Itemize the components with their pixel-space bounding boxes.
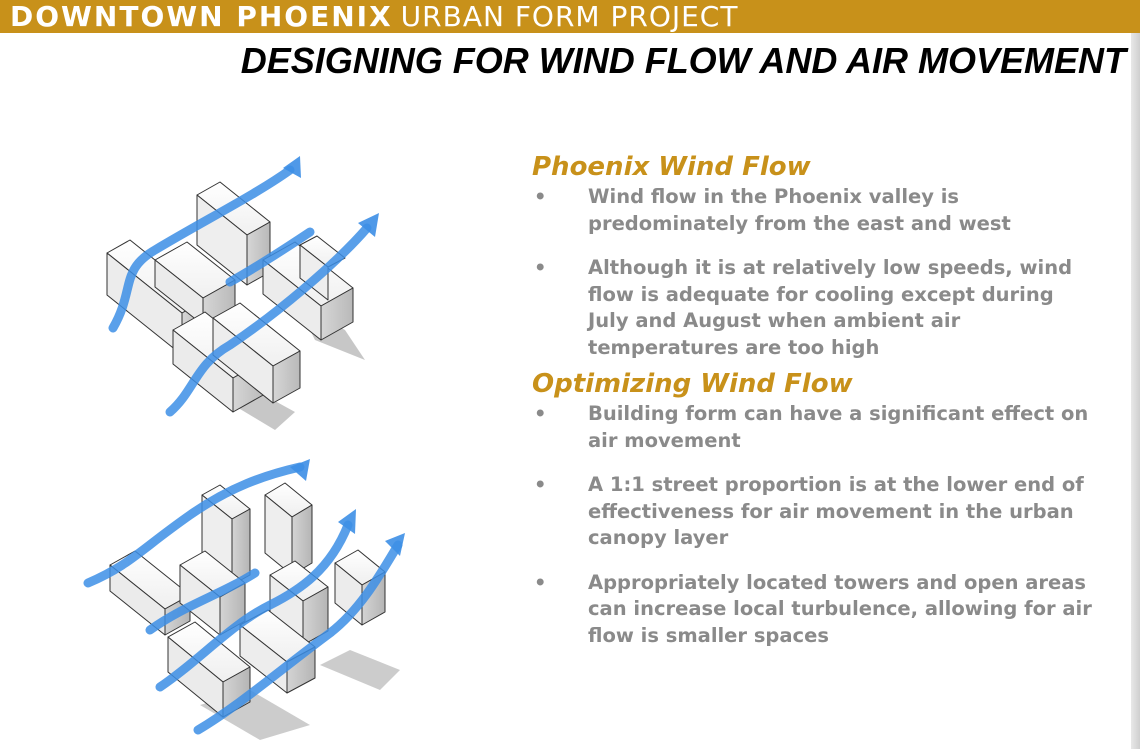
banner-title-bold: DOWNTOWN PHOENIX — [10, 0, 393, 33]
bullet-list-optimizing-wind-flow — [532, 401, 1092, 649]
content-column — [532, 150, 1092, 667]
bullet-item: • Building form can have a significant effect on air movement — [532, 401, 1092, 454]
bullet-item: • A 1:1 street proportion is at the lower end of effectiveness for air movement in the urban canopy layer — [532, 472, 1092, 552]
bullet-item: • Although it is at relatively low speeds, wind flow is adequate for cooling except during July and August when ambient air temperatures are too high — [532, 255, 1092, 361]
header-banner — [0, 0, 1140, 33]
page-title: DESIGNING FOR WIND FLOW AND AIR MOVEMENT — [240, 40, 1126, 81]
right-edge-rule — [1131, 33, 1140, 749]
bullet-item: • Appropriately located towers and open areas can increase local turbulence, allowing for air flow is smaller spaces — [532, 570, 1092, 650]
banner-title-light: URBAN FORM PROJECT — [400, 0, 739, 33]
section-heading-optimizing-wind-flow: Optimizing Wind Flow — [532, 369, 853, 399]
bullet-list-phoenix-wind-flow — [532, 184, 1092, 361]
section-heading-phoenix-wind-flow: Phoenix Wind Flow — [532, 152, 811, 182]
wind-flow-low-rise-diagram — [95, 150, 395, 430]
wind-flow-tower-diagram — [80, 455, 420, 745]
bullet-item: • Wind flow in the Phoenix valley is predominately from the east and west — [532, 184, 1092, 237]
